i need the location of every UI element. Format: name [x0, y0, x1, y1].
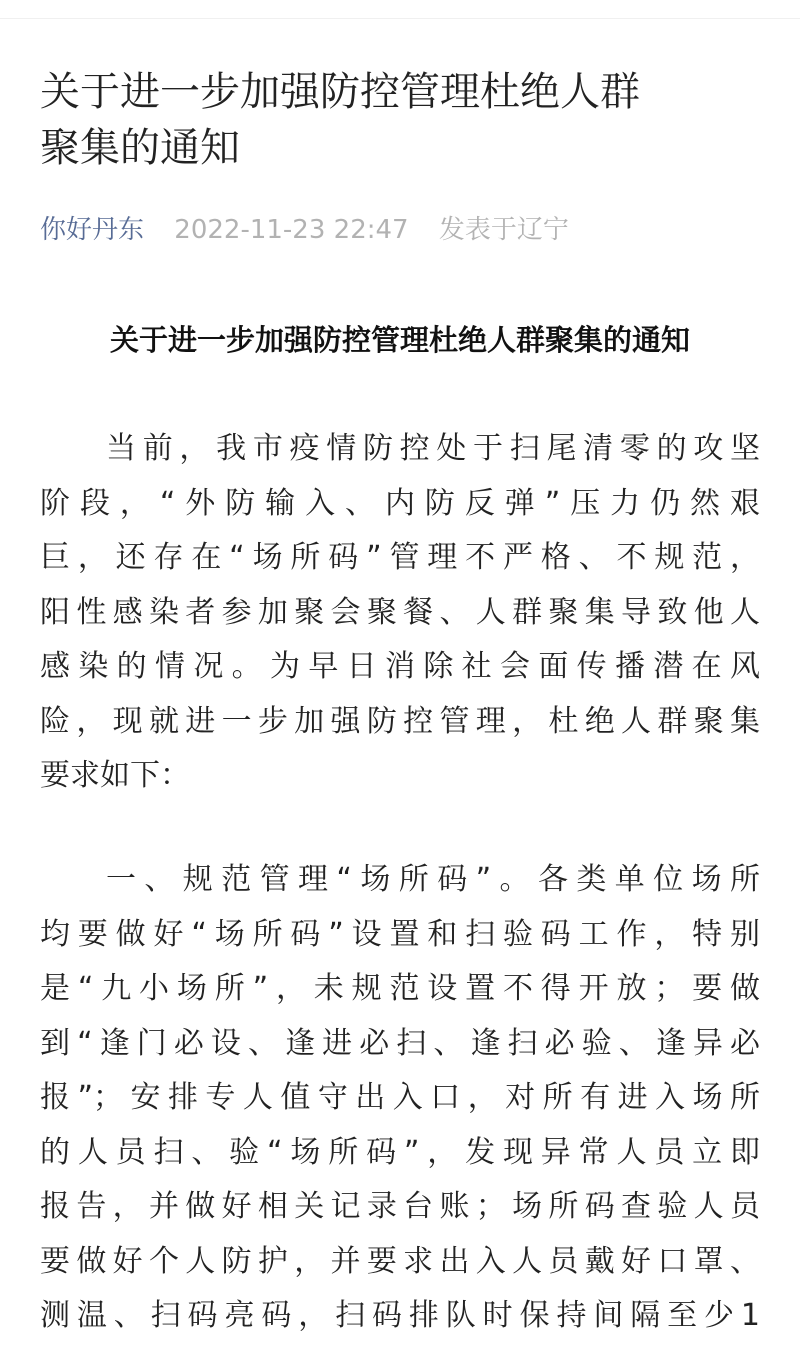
- publish-time: 2022-11-23 22:47: [174, 215, 409, 245]
- paragraph-line: 一、规范管理“场所码”。各类单位场所: [106, 862, 760, 897]
- title-line: 关于进一步加强防控管理杜绝人群: [40, 69, 640, 115]
- paragraph-line: 均要做好“场所码”设置和扫验码工作，特别: [40, 916, 760, 952]
- paragraph-line: 阶段，“外防输入、内防反弹”压力仍然艰: [40, 485, 760, 521]
- top-bar: [0, 0, 800, 19]
- title-line: 聚集的通知: [40, 125, 240, 171]
- paragraph-line: 报告，并做好相关记录台账；场所码查验人员: [40, 1189, 760, 1224]
- paragraph-line: 是“九小场所”，未规范设置不得开放；要做: [40, 971, 760, 1006]
- article-heading: 关于进一步加强防控管理杜绝人群聚集的通知: [109, 323, 690, 357]
- paragraph-section-1: [40, 853, 760, 1344]
- paragraph-line: 测温、扫码亮码，扫码排队时保持间隔至少1: [40, 1298, 760, 1333]
- paragraph-line: 到“逢门必设、逢进必扫、逢扫必验、逢异必: [40, 1025, 760, 1061]
- author-link[interactable]: 你好丹东: [40, 215, 145, 245]
- publish-location: 发表于辽宁: [438, 215, 569, 245]
- paragraph-line: 的人员扫、验“场所码”，发现异常人员立即: [40, 1134, 760, 1170]
- paragraph-line: 当前，我市疫情防控处于扫尾清零的攻坚: [106, 431, 760, 466]
- paragraph-line: 感染的情况。为早日消除社会面传播潜在风: [40, 649, 760, 684]
- paragraph-line: 阳性感染者参加聚会聚餐、人群聚集导致他人: [40, 594, 760, 630]
- paragraph-line: 要做好个人防护，并要求出入人员戴好口罩、: [40, 1243, 760, 1279]
- article-title: [40, 64, 760, 176]
- paragraph-intro: [40, 422, 760, 804]
- paragraph-line: 要求如下：: [40, 758, 190, 793]
- article-meta: [40, 212, 569, 248]
- paragraph-line: 报”；安排专人值守出入口，对所有进入场所: [40, 1080, 760, 1115]
- paragraph-line: 巨，还存在“场所码”管理不严格、不规范，: [40, 540, 760, 575]
- paragraph-line: 险，现就进一步加强防控管理，杜绝人群聚集: [40, 703, 760, 739]
